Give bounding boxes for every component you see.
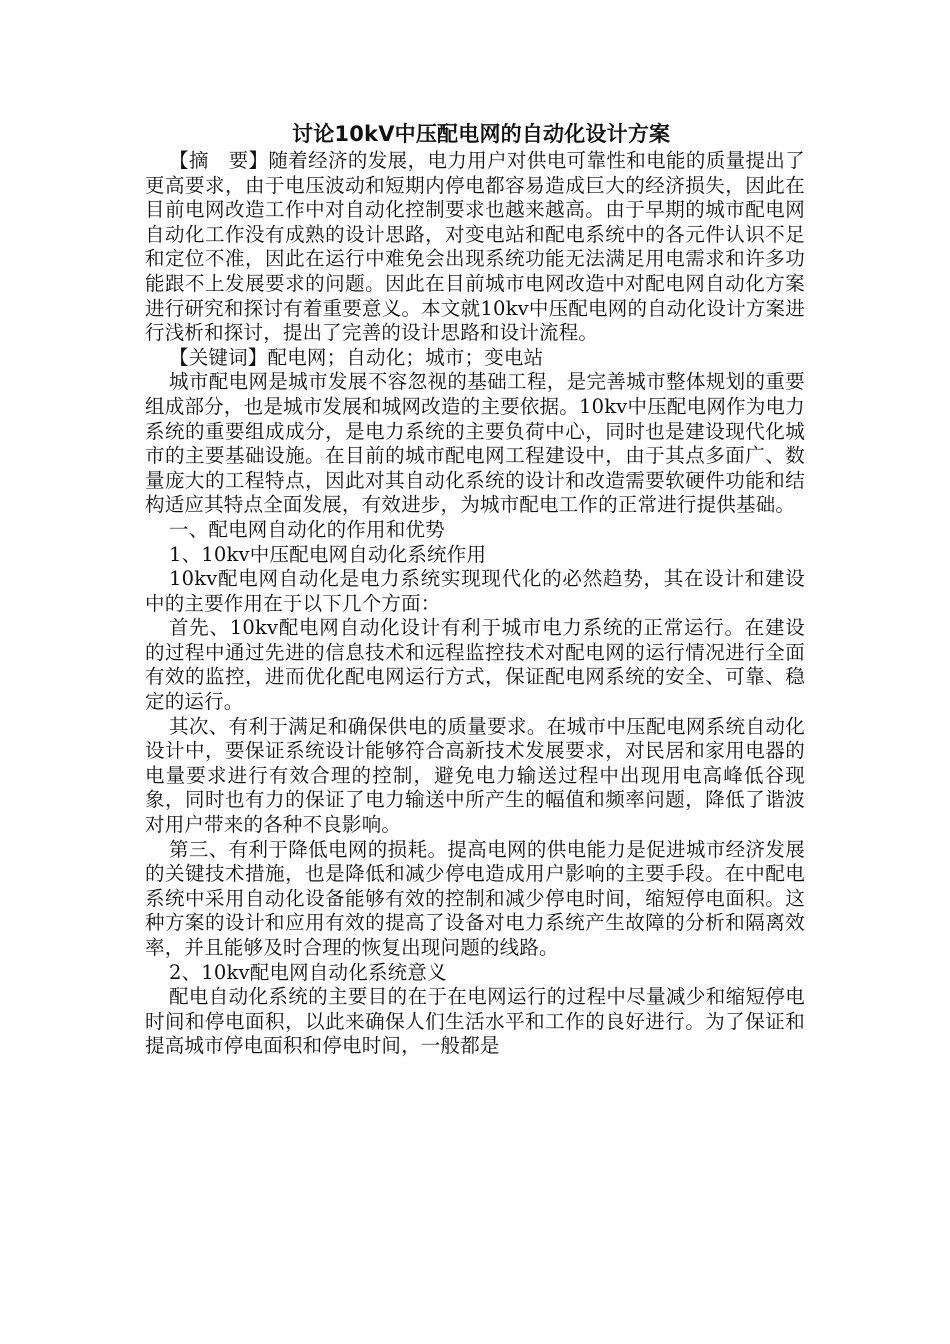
body-paragraph: 10kv配电网自动化是电力系统实现现代化的必然趋势，其在设计和建设中的主要作用在于以下几个方面： — [145, 567, 805, 615]
body-paragraph: 其次、有利于满足和确保供电的质量要求。在城市中压配电网系统自动化设计中，要保证系统设计能够符合高新技术发展要求，对民居和家用电器的电量要求进行有效合理的控制，避免电力输送过程中出现用电高峰低谷现象，同时也有力的保证了电力输送中所产生的幅值和频率问题，降低了谐波对用户带来的各种不良影响。 — [145, 714, 805, 837]
body-paragraph: 首先、10kv配电网自动化设计有利于城市电力系统的正常运行。在建设的过程中通过先进的信息技术和远程监控技术对配电网的运行情况进行全面有效的监控，进而优化配电网运行方式，保证配电网系统的安全、可靠、稳定的运行。 — [145, 616, 805, 714]
subsection-heading-2: 2、10kv配电网自动化系统意义 — [169, 960, 447, 984]
body-paragraph: 配电自动化系统的主要目的在于在电网运行的过程中尽量减少和缩短停电时间和停电面积，以此来确保人们生活水平和工作的良好进行。为了保证和提高城市停电面积和停电时间，一般都是 — [145, 985, 805, 1058]
intro-paragraph: 城市配电网是城市发展不容忽视的基础工程，是完善城市整体规划的重要组成部分，也是城市发展和城网改造的主要依据。10kv中压配电网作为电力系统的重要组成成分，是电力系统的主要负荷中心，同时也是建设现代化城市的主要基础设施。在目前的城市配电网工程建设中，由于其点多面广、数量庞大的工程特点，因此对其自动化系统的设计和改造需要软硬件功能和结构适应其特点全面发展，有效进步，为城市配电工作的正常进行提供基础。 — [145, 370, 805, 517]
body-paragraph: 第三、有利于降低电网的损耗。提高电网的供电能力是促进城市经济发展的关键技术措施，也是降低和减少停电造成用户影响的主要手段。在中配电系统中采用自动化设备能够有效的控制和减少停电时间，缩短停电面积。这种方案的设计和应用有效的提高了设备对电力系统产生故障的分析和隔离效率，并且能够及时合理的恢复出现问题的线路。 — [145, 837, 805, 959]
document-body — [145, 119, 805, 1059]
section-heading-1: 一、配电网自动化的作用和优势 — [169, 517, 445, 541]
subsection-heading-1: 1、10kv中压配电网自动化系统作用 — [169, 542, 487, 566]
abstract-paragraph: 【摘 要】随着经济的发展，电力用户对供电可靠性和电能的质量提出了更高要求，由于电压波动和短期内停电都容易造成巨大的经济损失，因此在目前电网改造工作中对自动化控制要求也越来越高。由于早期的城市配电网自动化工作没有成熟的设计思路，对变电站和配电系统中的各元件认识不足和定位不准，因此在运行中难免会出现系统功能无法满足用电需求和许多功能跟不上发展要求的问题。因此在目前城市电网改造中对配电网自动化方案进行研究和探讨有着重要意义。本文就10kv中压配电网的自动化设计方案进行浅析和探讨，提出了完善的设计思路和设计流程。 — [145, 149, 805, 345]
document-title: 讨论10kV中压配电网的自动化设计方案 — [292, 122, 671, 146]
keywords-paragraph: 【关键词】配电网；自动化；城市；变电站 — [169, 345, 544, 369]
